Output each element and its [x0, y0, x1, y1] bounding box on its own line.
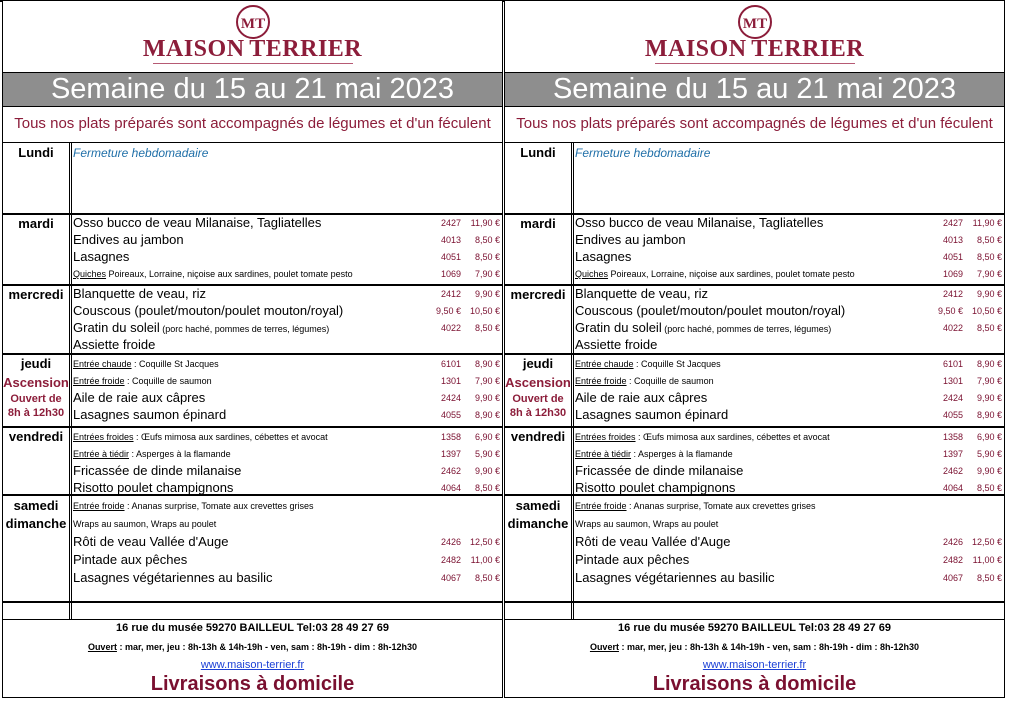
- menu-item-category: Entrées froides: [73, 432, 134, 442]
- day-label-vendredi: vendredi: [510, 429, 566, 444]
- menu-item: [73, 407, 502, 424]
- row-divider: [505, 426, 1004, 428]
- week-title: Semaine du 15 au 21 mai 2023: [505, 72, 1004, 107]
- menu-item-price: 8,50 €: [474, 573, 500, 583]
- menu-item-name: Entrée chaude : Coquille St Jacques: [73, 359, 219, 369]
- menu-item-name: Risotto poulet champignons: [575, 480, 736, 495]
- menu-item-name: Pintade aux pêches: [575, 552, 690, 567]
- menu-item-name: Gratin du soleil (porc haché, pommes de terres, légumes): [73, 320, 330, 335]
- menu-item: [73, 463, 502, 480]
- menu-item-code: 2462: [942, 466, 963, 476]
- menu-item-price: 9,90 €: [474, 466, 500, 476]
- menu-item: [575, 552, 1004, 569]
- menu-item: [575, 407, 1004, 424]
- menu-item: [575, 498, 1004, 515]
- brand-underline: [655, 63, 855, 64]
- menu-item-name: Blanquette de veau, riz: [575, 286, 708, 301]
- menu-item-code: 2424: [440, 393, 461, 403]
- menu-item-name: Fricassée de dinde milanaise: [73, 463, 242, 478]
- menu-item-code: 2427: [942, 218, 963, 228]
- menu-item-code: 4013: [440, 235, 461, 245]
- menu-item: [575, 249, 1004, 266]
- menu-item-price: 8,90 €: [976, 410, 1002, 420]
- menu-item-code: 2424: [942, 393, 963, 403]
- footer: [3, 619, 502, 697]
- menu-item: [73, 390, 502, 407]
- menu-item-price: 8,50 €: [474, 235, 500, 245]
- website-link[interactable]: www.maison-terrier.fr: [702, 659, 807, 671]
- menu-item-category: Quiches: [575, 269, 609, 279]
- menu-item: [73, 534, 502, 551]
- menu-item-code: 1069: [440, 269, 461, 279]
- menu-item-code: 2427: [440, 218, 461, 228]
- menu-item-code: 4055: [440, 410, 461, 420]
- menu-item-code: 4067: [440, 573, 461, 583]
- day-label-lundi: Lundi: [520, 145, 556, 160]
- menu-item-name: Fricassée de dinde milanaise: [575, 463, 744, 478]
- menu-item: [575, 303, 1004, 320]
- menu-item: [73, 249, 502, 266]
- menu-item-price: 9,90 €: [474, 289, 500, 299]
- menu-item: [73, 286, 502, 303]
- menu-item-category: Entrée froide: [575, 376, 627, 386]
- menu-item-code: 6101: [440, 359, 461, 369]
- menu-item-note: (porc haché, pommes de terres, légumes): [159, 324, 330, 334]
- brand-name: MAISON TERRIER: [644, 36, 865, 62]
- menu-item-name: Assiette froide: [575, 337, 658, 352]
- menu-item-price: 11,00 €: [470, 555, 500, 565]
- menu-item: [575, 446, 1004, 463]
- menu-item-price: 7,90 €: [976, 376, 1002, 386]
- day-label-ouvert-hours: 8h à 12h30: [509, 407, 567, 419]
- menu-item-name: Aile de raie aux câpres: [73, 390, 206, 405]
- menu-item: [575, 232, 1004, 249]
- day-label-jeudi: jeudi: [522, 356, 554, 371]
- menu-panel-right: [504, 0, 1005, 698]
- day-label-dimanche: dimanche: [5, 516, 67, 531]
- subtitle: Tous nos plats préparés sont accompagnés de légumes et d'un féculent: [516, 115, 993, 132]
- menu-item-name: Rôti de veau Vallée d'Auge: [575, 534, 731, 549]
- menu-item: [575, 570, 1004, 587]
- delivery-banner: Livraisons à domicile: [150, 673, 355, 695]
- menu-item-price: 9,90 €: [474, 393, 500, 403]
- footer: [505, 619, 1004, 697]
- menu-item-price: 10,50 €: [971, 306, 1002, 316]
- day-label-ascension: Ascension: [3, 375, 69, 390]
- menu-item-code: 4055: [942, 410, 963, 420]
- menu-item-price: 8,50 €: [976, 235, 1002, 245]
- menu-item-price: 7,90 €: [976, 269, 1002, 279]
- menu-item-name: Aile de raie aux câpres: [575, 390, 708, 405]
- menu-item-name: Entrée froide : Coquille de saumon: [575, 376, 714, 386]
- menu-item: [575, 534, 1004, 551]
- day-label-ouvert: Ouvert de: [10, 393, 62, 405]
- menu-item: [73, 215, 502, 232]
- menu-item-category: Entrée froide: [575, 501, 627, 511]
- menu-item-name: Lasagnes: [575, 249, 632, 264]
- row-divider: [505, 601, 1004, 603]
- menu-item: [575, 266, 1004, 283]
- brand-logo: [3, 1, 502, 72]
- menu-item: [73, 446, 502, 463]
- menu-item-name: Entrée à tiédir : Asperges à la flamande: [73, 449, 231, 459]
- menu-item-category: Entrée à tiédir: [575, 449, 632, 459]
- menu-item-price: 8,50 €: [976, 573, 1002, 583]
- brand-underline: [153, 63, 353, 64]
- menu-item-code: 4064: [440, 483, 461, 493]
- menu-item-price: 12,50 €: [469, 537, 500, 547]
- menu-item-name: Pintade aux pêches: [73, 552, 188, 567]
- day-label-samedi: samedi: [13, 498, 59, 513]
- day-label-dimanche: dimanche: [507, 516, 569, 531]
- closed-note: Fermeture hebdomadaire: [73, 146, 209, 160]
- menu-item-name: Rôti de veau Vallée d'Auge: [73, 534, 229, 549]
- menu-item-name: Wraps au saumon, Wraps au poulet: [575, 519, 719, 529]
- menu-item: [575, 480, 1004, 497]
- menu-item: [575, 390, 1004, 407]
- day-label-samedi: samedi: [515, 498, 561, 513]
- day-label-mercredi: mercredi: [510, 287, 566, 302]
- menu-item-code: 9,50 €: [435, 306, 461, 316]
- menu-item-code: 6101: [942, 359, 963, 369]
- menu-item: [73, 356, 502, 373]
- menu-item-code: 1397: [440, 449, 461, 459]
- footer-hours: Ouvert : mar, mer, jeu : 8h-13h & 14h-19h - ven, sam : 8h-19h - dim : 8h-12h30: [87, 642, 418, 652]
- menu-item-category: Entrée à tiédir: [73, 449, 130, 459]
- menu-item-name: Risotto poulet champignons: [73, 480, 234, 495]
- menu-item-code: 2426: [942, 537, 963, 547]
- menu-item-name: Entrées froides : Œufs mimosa aux sardines, cébettes et avocat: [73, 432, 328, 442]
- menu-item: [575, 215, 1004, 232]
- menu-item-name: Quiches Poireaux, Lorraine, niçoise aux sardines, poulet tomate pesto: [73, 269, 353, 279]
- menu-item: [575, 463, 1004, 480]
- delivery-banner: Livraisons à domicile: [652, 673, 857, 695]
- menu-item-name: Lasagnes saumon épinard: [73, 407, 227, 422]
- week-title: Semaine du 15 au 21 mai 2023: [3, 72, 502, 107]
- brand-logo: [505, 1, 1004, 72]
- day-label-ascension: Ascension: [505, 375, 571, 390]
- menu-item-code: 1358: [440, 432, 461, 442]
- menu-item: [73, 337, 502, 354]
- menu-panel-left: [2, 0, 503, 698]
- menu-item-category: Entrée froide: [73, 501, 125, 511]
- day-label-mardi: mardi: [18, 216, 54, 231]
- menu-item-name: Entrée froide : Ananas surprise, Tomate aux crevettes grises: [73, 501, 314, 511]
- footer-address: 16 rue du musée 59270 BAILLEUL Tel:03 28 49 27 69: [116, 622, 389, 634]
- menu-item: [73, 303, 502, 320]
- day-label-lundi: Lundi: [18, 145, 54, 160]
- menu-item-code: 1397: [942, 449, 963, 459]
- menu-item-name: Entrée chaude : Coquille St Jacques: [575, 359, 721, 369]
- menu-item-name: Osso bucco de veau Milanaise, Tagliatelles: [575, 215, 824, 230]
- menu-item-name: Lasagnes saumon épinard: [575, 407, 729, 422]
- menu-item: [575, 337, 1004, 354]
- menu-item-name: Assiette froide: [73, 337, 156, 352]
- day-label-ouvert-hours: 8h à 12h30: [7, 407, 65, 419]
- menu-item: [73, 516, 502, 533]
- menu-item-price: 11,90 €: [972, 218, 1002, 228]
- menu-item-code: 4051: [440, 252, 461, 262]
- menu-item-category: Entrée chaude: [73, 359, 132, 369]
- menu-item-price: 7,90 €: [474, 269, 500, 279]
- menu-item-price: 8,50 €: [976, 483, 1002, 493]
- monogram-icon: [737, 4, 773, 40]
- menu-item-price: 8,50 €: [976, 323, 1002, 333]
- menu-item-code: 1301: [942, 376, 963, 386]
- menu-item-code: 4064: [942, 483, 963, 493]
- menu-item-code: 4067: [942, 573, 963, 583]
- row-divider: [3, 426, 502, 428]
- menu-item-name: Couscous (poulet/mouton/poulet mouton/royal): [575, 303, 846, 318]
- menu-item-price: 8,50 €: [474, 483, 500, 493]
- menu-item-name: Lasagnes: [73, 249, 130, 264]
- menu-item-name: Lasagnes végétariennes au basilic: [575, 570, 775, 585]
- day-label-mardi: mardi: [520, 216, 556, 231]
- menu-item-price: 8,50 €: [976, 252, 1002, 262]
- menu-item-category: Entrées froides: [575, 432, 636, 442]
- day-label-mercredi: mercredi: [8, 287, 64, 302]
- menu-item: [73, 373, 502, 390]
- menu-item-name: Entrées froides : Œufs mimosa aux sardines, cébettes et avocat: [575, 432, 830, 442]
- svg-text:MT: MT: [240, 16, 265, 32]
- menu-item-price: 8,90 €: [474, 359, 500, 369]
- menu-item-price: 9,90 €: [976, 393, 1002, 403]
- menu-item: [575, 373, 1004, 390]
- website-link[interactable]: www.maison-terrier.fr: [200, 659, 305, 671]
- day-label-ouvert: Ouvert de: [512, 393, 564, 405]
- footer-hours: Ouvert : mar, mer, jeu : 8h-13h & 14h-19h - ven, sam : 8h-19h - dim : 8h-12h30: [589, 642, 920, 652]
- menu-item: [73, 498, 502, 515]
- menu-item-name: Endives au jambon: [575, 232, 686, 247]
- menu-item-code: 4013: [942, 235, 963, 245]
- menu-item-price: 11,00 €: [972, 555, 1002, 565]
- menu-table: [505, 142, 1004, 620]
- menu-item-note: (porc haché, pommes de terres, légumes): [661, 324, 832, 334]
- menu-item: [73, 232, 502, 249]
- menu-item: [575, 286, 1004, 303]
- menu-item-price: 5,90 €: [474, 449, 500, 459]
- menu-item-code: 1301: [440, 376, 461, 386]
- menu-table: [3, 142, 502, 620]
- menu-item: [73, 266, 502, 283]
- subtitle: Tous nos plats préparés sont accompagnés de légumes et d'un féculent: [14, 115, 491, 132]
- menu-item-code: 2412: [440, 289, 461, 299]
- menu-item-price: 9,90 €: [976, 289, 1002, 299]
- day-label-jeudi: jeudi: [20, 356, 52, 371]
- menu-item-price: 8,50 €: [474, 323, 500, 333]
- menu-item-price: 8,50 €: [474, 252, 500, 262]
- menu-item-price: 9,90 €: [976, 466, 1002, 476]
- menu-item: [73, 570, 502, 587]
- menu-item-category: Entrée froide: [73, 376, 125, 386]
- menu-item-name: Gratin du soleil (porc haché, pommes de terres, légumes): [575, 320, 832, 335]
- menu-item: [73, 552, 502, 569]
- menu-item: [73, 429, 502, 446]
- menu-item-code: 2426: [440, 537, 461, 547]
- menu-item-name: Lasagnes végétariennes au basilic: [73, 570, 273, 585]
- menu-item-name: Entrée froide : Coquille de saumon: [73, 376, 212, 386]
- menu-item: [575, 320, 1004, 337]
- menu-item-name: Couscous (poulet/mouton/poulet mouton/royal): [73, 303, 344, 318]
- menu-item-code: 9,50 €: [937, 306, 963, 316]
- menu-item-code: 1069: [942, 269, 963, 279]
- menu-item-code: 2482: [440, 555, 461, 565]
- menu-item-price: 10,50 €: [469, 306, 500, 316]
- menu-item-code: 2412: [942, 289, 963, 299]
- menu-item-price: 11,90 €: [470, 218, 500, 228]
- menu-item-code: 2462: [440, 466, 461, 476]
- menu-item-price: 5,90 €: [976, 449, 1002, 459]
- monogram-icon: [235, 4, 271, 40]
- menu-item-price: 6,90 €: [976, 432, 1002, 442]
- day-label-vendredi: vendredi: [8, 429, 64, 444]
- menu-item-price: 6,90 €: [474, 432, 500, 442]
- menu-item: [575, 356, 1004, 373]
- menu-item-name: Blanquette de veau, riz: [73, 286, 206, 301]
- menu-item-price: 8,90 €: [976, 359, 1002, 369]
- menu-item-code: 1358: [942, 432, 963, 442]
- svg-text:MT: MT: [742, 16, 767, 32]
- menu-item: [575, 429, 1004, 446]
- menu-item-category: Entrée chaude: [575, 359, 634, 369]
- menu-item-price: 12,50 €: [971, 537, 1002, 547]
- row-divider: [3, 601, 502, 603]
- menu-item-code: 2482: [942, 555, 963, 565]
- menu-item: [73, 320, 502, 337]
- menu-item-price: 7,90 €: [474, 376, 500, 386]
- menu-item-code: 4022: [440, 323, 461, 333]
- menu-item-name: Endives au jambon: [73, 232, 184, 247]
- footer-address: 16 rue du musée 59270 BAILLEUL Tel:03 28 49 27 69: [618, 622, 891, 634]
- menu-item-code: 4051: [942, 252, 963, 262]
- menu-item-name: Quiches Poireaux, Lorraine, niçoise aux sardines, poulet tomate pesto: [575, 269, 855, 279]
- closed-note: Fermeture hebdomadaire: [575, 146, 711, 160]
- menu-item: [73, 480, 502, 497]
- menu-item-name: Entrée à tiédir : Asperges à la flamande: [575, 449, 733, 459]
- menu-item-price: 8,90 €: [474, 410, 500, 420]
- menu-item: [575, 516, 1004, 533]
- menu-item-category: Quiches: [73, 269, 107, 279]
- menu-item-name: Entrée froide : Ananas surprise, Tomate aux crevettes grises: [575, 501, 816, 511]
- brand-name: MAISON TERRIER: [142, 36, 363, 62]
- menu-item-code: 4022: [942, 323, 963, 333]
- menu-item-name: Wraps au saumon, Wraps au poulet: [73, 519, 217, 529]
- menu-item-name: Osso bucco de veau Milanaise, Tagliatelles: [73, 215, 322, 230]
